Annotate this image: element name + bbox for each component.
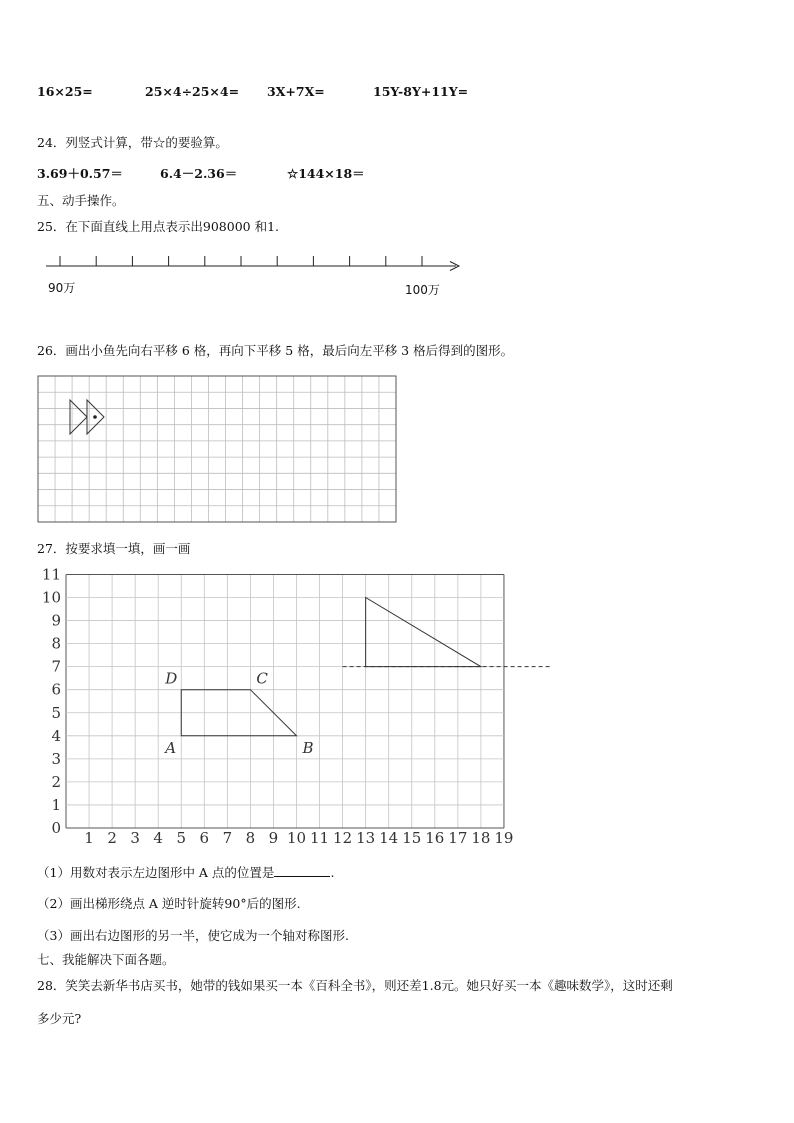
trapezoid-vertex-labels [163,670,313,757]
section-7-heading: 七、我能解决下面各题。 [37,952,175,967]
q27-sub1-text: （1）用数对表示左边图形中 A 点的位置是 [37,865,275,880]
vertex-label-d: D [165,669,178,688]
y-tick-label: 3 [51,749,61,768]
number-line-right-label: 100万 [405,283,440,297]
q24-item-3: ☆144×18＝ [287,166,365,181]
x-tick-label: 4 [153,829,163,847]
x-tick-label: 12 [333,829,353,847]
x-tick-label: 11 [310,829,330,847]
y-tick-label: 10 [41,588,61,607]
q27-sub1-end: . [330,865,335,880]
q27-sub1 [37,864,334,881]
q28-line-1: 28．笑笑去新华书店买书，她带的钱如果买一本《百科全书》，则还差1.8元。她只好买一本《趣味数学》，这时还剩 [37,978,673,993]
q27-title: 27．按要求填一填，画一画 [37,541,191,556]
x-tick-label: 16 [425,829,445,847]
y-tick-label: 6 [51,680,61,699]
calc-item-4: 15Y-8Y+11Y= [373,84,469,99]
q27-sub2: （2）画出梯形绕点 A 逆时针旋转90°后的图形. [37,896,301,911]
x-tick-label: 10 [286,829,307,847]
vertex-label-b: B [302,738,314,757]
y-tick-label: 2 [51,772,61,791]
vertex-label-c: C [256,669,268,688]
x-tick-label: 9 [268,829,279,847]
y-tick-label: 9 [51,611,61,630]
q27-sub3: （3）画出右边图形的另一半，使它成为一个轴对称图形. [37,928,349,943]
y-tick-label: 7 [51,657,61,676]
x-tick-label: 8 [245,829,256,847]
q24-item-1: 3.69＋0.57＝ [37,166,123,181]
y-tick-label: 5 [51,703,61,722]
x-tick-label: 19 [494,829,514,847]
calc-item-3: 3X+7X= [267,84,325,99]
y-tick-label: 11 [41,565,61,584]
x-tick-label: 17 [448,829,468,847]
x-tick-label: 5 [176,829,187,847]
calc-item-1: 16×25= [37,84,93,99]
x-tick-label: 2 [107,829,117,847]
q26-title: 26．画出小鱼先向右平移 6 格，再向下平移 5 格，最后向左平移 3 格后得到的图形。 [37,343,514,358]
q28-line-2: 多少元? [37,1011,82,1026]
vertex-label-a: A [165,738,177,757]
x-tick-label: 7 [222,829,233,847]
x-tick-label: 14 [379,829,399,847]
x-tick-label: 13 [356,829,376,847]
y-tick-label: 8 [51,634,61,653]
y-tick-label: 1 [51,795,61,814]
right-half-triangle [366,598,481,667]
coordinate-grid-lines [66,574,504,828]
answer-blank[interactable] [274,864,330,877]
y-tick-label: 4 [51,726,61,745]
number-line-left-label: 90万 [48,281,76,295]
q24-title: 24．列竖式计算，带☆的要验算。 [37,135,228,150]
q24-item-2: 6.4－2.36＝ [160,166,238,181]
section-5-heading: 五、动手操作。 [37,193,125,208]
y-tick-label: 0 [51,819,61,837]
x-tick-label: 3 [130,829,140,847]
x-tick-label: 1 [84,829,94,847]
calc-item-2: 25×4÷25×4= [145,84,240,99]
q25-title: 25．在下面直线上用点表示出908000 和1. [37,219,280,234]
x-tick-label: 18 [471,829,491,847]
x-tick-label: 15 [402,829,422,847]
x-tick-label: 6 [199,829,210,847]
